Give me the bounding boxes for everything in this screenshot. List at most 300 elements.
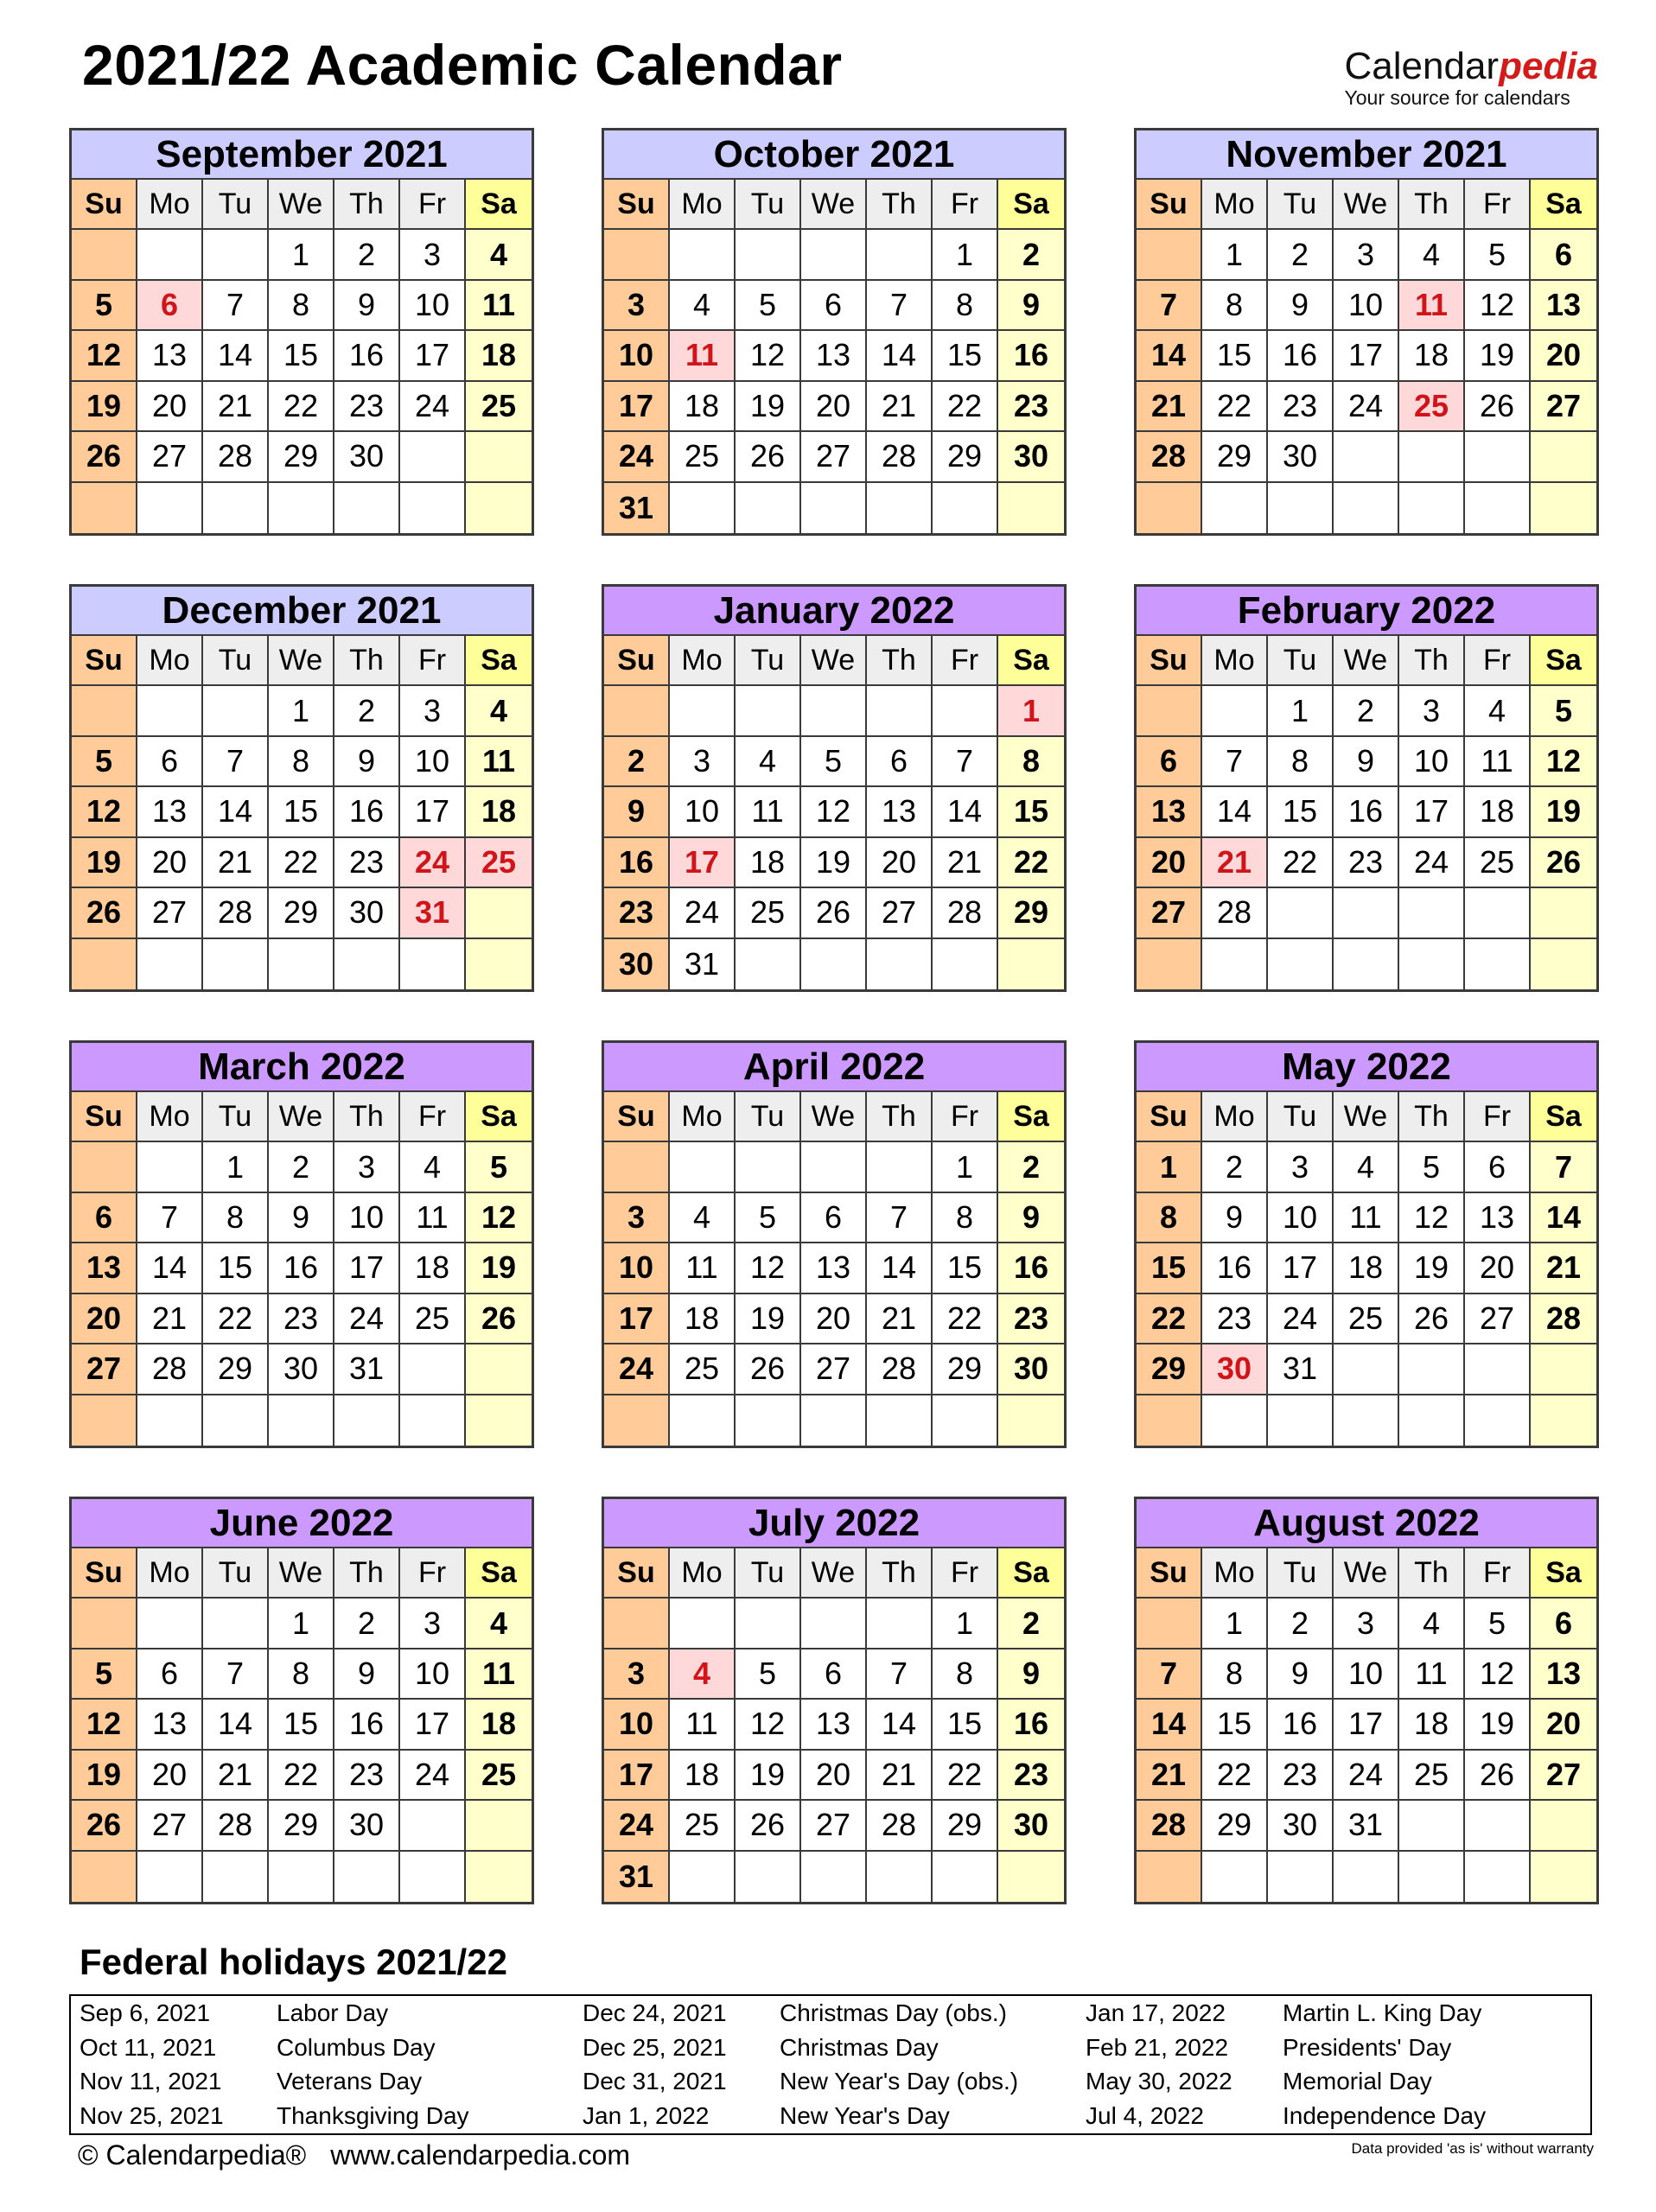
day-cell[interactable]: 25	[670, 432, 736, 482]
day-cell[interactable]: 9	[269, 1193, 334, 1243]
day-cell[interactable]: 29	[998, 888, 1064, 938]
day-cell[interactable]: 24	[1268, 1294, 1334, 1344]
footer-url[interactable]: www.calendarpedia.com	[330, 2139, 631, 2171]
day-cell[interactable]: 23	[1268, 1751, 1334, 1801]
day-cell[interactable]: 30	[998, 1801, 1064, 1851]
day-cell[interactable]: 20	[801, 1751, 867, 1801]
day-cell[interactable]: 29	[269, 888, 334, 938]
day-cell[interactable]: 11	[670, 1243, 736, 1294]
day-cell[interactable]: 28	[1137, 1801, 1202, 1851]
day-cell[interactable]: 3	[400, 686, 466, 736]
day-cell[interactable]: 22	[269, 1751, 334, 1801]
day-cell[interactable]: 20	[867, 838, 933, 888]
day-cell[interactable]: 14	[1531, 1193, 1596, 1243]
day-cell[interactable]: 12	[736, 1700, 801, 1750]
day-cell[interactable]: 19	[72, 382, 137, 432]
day-cell[interactable]: 17	[400, 1700, 466, 1750]
day-cell[interactable]: 12	[72, 331, 137, 381]
day-cell[interactable]: 23	[334, 382, 400, 432]
day-cell[interactable]: 20	[1531, 1700, 1596, 1750]
day-cell[interactable]: 13	[1465, 1193, 1531, 1243]
day-cell[interactable]: 18	[670, 382, 736, 432]
day-cell[interactable]: 17	[604, 1294, 670, 1344]
day-cell[interactable]: 7	[137, 1193, 203, 1243]
day-cell[interactable]: 18	[670, 1294, 736, 1344]
day-cell[interactable]: 14	[203, 787, 269, 837]
day-cell[interactable]: 27	[1531, 382, 1596, 432]
day-cell[interactable]: 8	[269, 1649, 334, 1700]
day-cell[interactable]: 23	[1202, 1294, 1268, 1344]
day-cell[interactable]: 1	[933, 230, 998, 280]
day-cell[interactable]: 18	[736, 838, 801, 888]
day-cell[interactable]: 3	[604, 1193, 670, 1243]
day-cell[interactable]: 31	[604, 1852, 670, 1902]
day-cell[interactable]: 15	[1202, 331, 1268, 381]
day-cell[interactable]: 7	[1531, 1142, 1596, 1192]
day-cell[interactable]: 3	[1334, 1599, 1399, 1649]
day-cell[interactable]: 7	[1202, 737, 1268, 787]
day-cell[interactable]: 27	[867, 888, 933, 938]
day-cell[interactable]: 6	[1137, 737, 1202, 787]
day-cell[interactable]: 3	[400, 1599, 466, 1649]
day-cell[interactable]: 2	[998, 1599, 1064, 1649]
day-cell[interactable]: 16	[334, 1700, 400, 1750]
day-cell[interactable]: 10	[1334, 1649, 1399, 1700]
day-cell[interactable]: 25	[1334, 1294, 1399, 1344]
day-cell[interactable]: 28	[867, 1801, 933, 1851]
day-cell[interactable]: 9	[998, 1649, 1064, 1700]
day-cell[interactable]: 29	[1202, 432, 1268, 482]
day-cell[interactable]: 18	[1399, 1700, 1465, 1750]
day-cell[interactable]: 13	[801, 1700, 867, 1750]
day-cell[interactable]: 16	[269, 1243, 334, 1294]
day-cell[interactable]: 15	[269, 331, 334, 381]
day-cell[interactable]: 6	[72, 1193, 137, 1243]
day-cell[interactable]: 24	[400, 1751, 466, 1801]
day-cell[interactable]: 22	[1137, 1294, 1202, 1344]
day-cell[interactable]: 11	[466, 281, 532, 331]
day-cell[interactable]: 28	[203, 888, 269, 938]
day-cell[interactable]: 4	[1334, 1142, 1399, 1192]
day-cell[interactable]: 30	[998, 1344, 1064, 1395]
day-cell[interactable]: 7	[203, 737, 269, 787]
day-cell[interactable]: 10	[1268, 1193, 1334, 1243]
day-cell[interactable]: 29	[269, 1801, 334, 1851]
day-cell[interactable]: 20	[137, 382, 203, 432]
day-cell[interactable]: 9	[998, 1193, 1064, 1243]
day-cell[interactable]: 5	[1399, 1142, 1465, 1192]
day-cell[interactable]: 6	[1531, 1599, 1596, 1649]
day-cell[interactable]: 14	[1202, 787, 1268, 837]
day-cell[interactable]: 11	[670, 331, 736, 381]
day-cell[interactable]: 14	[867, 331, 933, 381]
day-cell[interactable]: 5	[1465, 1599, 1531, 1649]
day-cell[interactable]: 22	[933, 382, 998, 432]
day-cell[interactable]: 9	[334, 1649, 400, 1700]
day-cell[interactable]: 25	[466, 382, 532, 432]
day-cell[interactable]: 2	[1202, 1142, 1268, 1192]
day-cell[interactable]: 27	[801, 1801, 867, 1851]
day-cell[interactable]: 2	[998, 1142, 1064, 1192]
day-cell[interactable]: 20	[801, 382, 867, 432]
day-cell[interactable]: 13	[1137, 787, 1202, 837]
day-cell[interactable]: 5	[72, 281, 137, 331]
day-cell[interactable]: 8	[998, 737, 1064, 787]
day-cell[interactable]: 19	[72, 838, 137, 888]
day-cell[interactable]: 5	[1465, 230, 1531, 280]
day-cell[interactable]: 12	[1465, 281, 1531, 331]
day-cell[interactable]: 4	[670, 1193, 736, 1243]
day-cell[interactable]: 7	[1137, 281, 1202, 331]
day-cell[interactable]: 16	[1202, 1243, 1268, 1294]
day-cell[interactable]: 19	[736, 1294, 801, 1344]
day-cell[interactable]: 21	[203, 838, 269, 888]
day-cell[interactable]: 23	[334, 838, 400, 888]
day-cell[interactable]: 4	[1399, 230, 1465, 280]
day-cell[interactable]: 3	[604, 281, 670, 331]
day-cell[interactable]: 20	[801, 1294, 867, 1344]
day-cell[interactable]: 1	[998, 686, 1064, 736]
day-cell[interactable]: 5	[466, 1142, 532, 1192]
day-cell[interactable]: 11	[736, 787, 801, 837]
day-cell[interactable]: 13	[137, 1700, 203, 1750]
day-cell[interactable]: 27	[137, 888, 203, 938]
day-cell[interactable]: 12	[466, 1193, 532, 1243]
day-cell[interactable]: 6	[801, 1649, 867, 1700]
day-cell[interactable]: 21	[867, 1294, 933, 1344]
day-cell[interactable]: 6	[1531, 230, 1596, 280]
day-cell[interactable]: 6	[137, 281, 203, 331]
day-cell[interactable]: 12	[736, 331, 801, 381]
day-cell[interactable]: 13	[137, 787, 203, 837]
day-cell[interactable]: 26	[1531, 838, 1596, 888]
day-cell[interactable]: 12	[736, 1243, 801, 1294]
day-cell[interactable]: 1	[1268, 686, 1334, 736]
day-cell[interactable]: 4	[466, 230, 532, 280]
day-cell[interactable]: 10	[604, 1700, 670, 1750]
day-cell[interactable]: 9	[1202, 1193, 1268, 1243]
day-cell[interactable]: 14	[1137, 331, 1202, 381]
day-cell[interactable]: 3	[1268, 1142, 1334, 1192]
day-cell[interactable]: 11	[400, 1193, 466, 1243]
day-cell[interactable]: 19	[801, 838, 867, 888]
day-cell[interactable]: 10	[604, 331, 670, 381]
day-cell[interactable]: 19	[1399, 1243, 1465, 1294]
day-cell[interactable]: 8	[269, 737, 334, 787]
day-cell[interactable]: 15	[1268, 787, 1334, 837]
day-cell[interactable]: 5	[72, 737, 137, 787]
day-cell[interactable]: 4	[466, 686, 532, 736]
day-cell[interactable]: 14	[933, 787, 998, 837]
day-cell[interactable]: 2	[334, 1599, 400, 1649]
day-cell[interactable]: 31	[604, 483, 670, 533]
day-cell[interactable]: 7	[1137, 1649, 1202, 1700]
day-cell[interactable]: 3	[400, 230, 466, 280]
day-cell[interactable]: 11	[1399, 1649, 1465, 1700]
day-cell[interactable]: 30	[1202, 1344, 1268, 1395]
day-cell[interactable]: 28	[933, 888, 998, 938]
day-cell[interactable]: 12	[1465, 1649, 1531, 1700]
day-cell[interactable]: 8	[1268, 737, 1334, 787]
day-cell[interactable]: 22	[1268, 838, 1334, 888]
day-cell[interactable]: 25	[1399, 382, 1465, 432]
day-cell[interactable]: 10	[670, 787, 736, 837]
day-cell[interactable]: 21	[203, 1751, 269, 1801]
day-cell[interactable]: 8	[1202, 1649, 1268, 1700]
day-cell[interactable]: 11	[466, 1649, 532, 1700]
day-cell[interactable]: 28	[1531, 1294, 1596, 1344]
day-cell[interactable]: 15	[933, 1700, 998, 1750]
day-cell[interactable]: 21	[867, 382, 933, 432]
day-cell[interactable]: 3	[1399, 686, 1465, 736]
day-cell[interactable]: 13	[137, 331, 203, 381]
day-cell[interactable]: 5	[801, 737, 867, 787]
day-cell[interactable]: 17	[604, 1751, 670, 1801]
day-cell[interactable]: 10	[604, 1243, 670, 1294]
day-cell[interactable]: 21	[1137, 1751, 1202, 1801]
day-cell[interactable]: 7	[203, 1649, 269, 1700]
day-cell[interactable]: 17	[334, 1243, 400, 1294]
day-cell[interactable]: 15	[998, 787, 1064, 837]
day-cell[interactable]: 23	[1334, 838, 1399, 888]
day-cell[interactable]: 26	[72, 888, 137, 938]
day-cell[interactable]: 12	[72, 787, 137, 837]
day-cell[interactable]: 21	[137, 1294, 203, 1344]
day-cell[interactable]: 17	[604, 382, 670, 432]
day-cell[interactable]: 15	[269, 1700, 334, 1750]
day-cell[interactable]: 7	[867, 1649, 933, 1700]
day-cell[interactable]: 29	[1137, 1344, 1202, 1395]
day-cell[interactable]: 8	[1202, 281, 1268, 331]
day-cell[interactable]: 26	[72, 432, 137, 482]
day-cell[interactable]: 30	[334, 432, 400, 482]
day-cell[interactable]: 6	[1465, 1142, 1531, 1192]
day-cell[interactable]: 29	[203, 1344, 269, 1395]
day-cell[interactable]: 16	[1268, 1700, 1334, 1750]
day-cell[interactable]: 8	[933, 281, 998, 331]
day-cell[interactable]: 26	[466, 1294, 532, 1344]
day-cell[interactable]: 14	[1137, 1700, 1202, 1750]
day-cell[interactable]: 22	[998, 838, 1064, 888]
day-cell[interactable]: 18	[1399, 331, 1465, 381]
day-cell[interactable]: 18	[1465, 787, 1531, 837]
day-cell[interactable]: 12	[801, 787, 867, 837]
day-cell[interactable]: 29	[933, 1801, 998, 1851]
day-cell[interactable]: 19	[72, 1751, 137, 1801]
day-cell[interactable]: 22	[1202, 382, 1268, 432]
day-cell[interactable]: 31	[1268, 1344, 1334, 1395]
day-cell[interactable]: 28	[867, 432, 933, 482]
day-cell[interactable]: 16	[998, 1243, 1064, 1294]
day-cell[interactable]: 6	[867, 737, 933, 787]
day-cell[interactable]: 18	[466, 1700, 532, 1750]
day-cell[interactable]: 16	[1268, 331, 1334, 381]
day-cell[interactable]: 7	[867, 281, 933, 331]
day-cell[interactable]: 25	[670, 1801, 736, 1851]
day-cell[interactable]: 24	[670, 888, 736, 938]
day-cell[interactable]: 24	[400, 382, 466, 432]
day-cell[interactable]: 2	[1268, 230, 1334, 280]
day-cell[interactable]: 21	[203, 382, 269, 432]
day-cell[interactable]: 9	[1334, 737, 1399, 787]
day-cell[interactable]: 9	[1268, 281, 1334, 331]
day-cell[interactable]: 23	[604, 888, 670, 938]
day-cell[interactable]: 21	[867, 1751, 933, 1801]
day-cell[interactable]: 15	[203, 1243, 269, 1294]
day-cell[interactable]: 21	[1531, 1243, 1596, 1294]
day-cell[interactable]: 20	[1465, 1243, 1531, 1294]
day-cell[interactable]: 9	[334, 281, 400, 331]
day-cell[interactable]: 25	[466, 838, 532, 888]
day-cell[interactable]: 12	[72, 1700, 137, 1750]
day-cell[interactable]: 15	[1137, 1243, 1202, 1294]
day-cell[interactable]: 17	[1268, 1243, 1334, 1294]
day-cell[interactable]: 28	[867, 1344, 933, 1395]
day-cell[interactable]: 22	[933, 1294, 998, 1344]
day-cell[interactable]: 23	[269, 1294, 334, 1344]
day-cell[interactable]: 3	[1334, 230, 1399, 280]
day-cell[interactable]: 24	[604, 1344, 670, 1395]
day-cell[interactable]: 3	[670, 737, 736, 787]
day-cell[interactable]: 25	[736, 888, 801, 938]
day-cell[interactable]: 4	[670, 281, 736, 331]
day-cell[interactable]: 27	[1465, 1294, 1531, 1344]
day-cell[interactable]: 8	[1137, 1193, 1202, 1243]
day-cell[interactable]: 17	[1334, 1700, 1399, 1750]
day-cell[interactable]: 5	[736, 281, 801, 331]
day-cell[interactable]: 21	[1202, 838, 1268, 888]
day-cell[interactable]: 24	[1334, 382, 1399, 432]
day-cell[interactable]: 2	[334, 686, 400, 736]
day-cell[interactable]: 16	[334, 331, 400, 381]
day-cell[interactable]: 10	[1399, 737, 1465, 787]
day-cell[interactable]: 25	[466, 1751, 532, 1801]
day-cell[interactable]: 1	[933, 1599, 998, 1649]
day-cell[interactable]: 4	[1399, 1599, 1465, 1649]
day-cell[interactable]: 30	[604, 939, 670, 989]
day-cell[interactable]: 1	[269, 230, 334, 280]
day-cell[interactable]: 15	[269, 787, 334, 837]
day-cell[interactable]: 13	[801, 1243, 867, 1294]
day-cell[interactable]: 9	[334, 737, 400, 787]
day-cell[interactable]: 23	[334, 1751, 400, 1801]
day-cell[interactable]: 10	[400, 1649, 466, 1700]
day-cell[interactable]: 8	[933, 1649, 998, 1700]
day-cell[interactable]: 19	[736, 382, 801, 432]
day-cell[interactable]: 1	[269, 686, 334, 736]
day-cell[interactable]: 25	[1399, 1751, 1465, 1801]
day-cell[interactable]: 27	[1137, 888, 1202, 938]
day-cell[interactable]: 27	[72, 1344, 137, 1395]
day-cell[interactable]: 11	[1399, 281, 1465, 331]
day-cell[interactable]: 24	[604, 1801, 670, 1851]
day-cell[interactable]: 24	[400, 838, 466, 888]
day-cell[interactable]: 14	[203, 1700, 269, 1750]
day-cell[interactable]: 7	[933, 737, 998, 787]
day-cell[interactable]: 2	[604, 737, 670, 787]
day-cell[interactable]: 24	[1334, 1751, 1399, 1801]
day-cell[interactable]: 20	[1531, 331, 1596, 381]
day-cell[interactable]: 22	[269, 838, 334, 888]
day-cell[interactable]: 14	[203, 331, 269, 381]
day-cell[interactable]: 30	[1268, 432, 1334, 482]
day-cell[interactable]: 29	[269, 432, 334, 482]
day-cell[interactable]: 4	[1465, 686, 1531, 736]
day-cell[interactable]: 31	[1334, 1801, 1399, 1851]
day-cell[interactable]: 15	[1202, 1700, 1268, 1750]
day-cell[interactable]: 14	[867, 1700, 933, 1750]
day-cell[interactable]: 30	[998, 432, 1064, 482]
day-cell[interactable]: 20	[137, 838, 203, 888]
day-cell[interactable]: 9	[604, 787, 670, 837]
day-cell[interactable]: 3	[334, 1142, 400, 1192]
day-cell[interactable]: 1	[1202, 230, 1268, 280]
day-cell[interactable]: 17	[1334, 331, 1399, 381]
day-cell[interactable]: 15	[933, 1243, 998, 1294]
day-cell[interactable]: 30	[334, 1801, 400, 1851]
day-cell[interactable]: 5	[1531, 686, 1596, 736]
day-cell[interactable]: 26	[1465, 382, 1531, 432]
day-cell[interactable]: 26	[1465, 1751, 1531, 1801]
day-cell[interactable]: 31	[670, 939, 736, 989]
day-cell[interactable]: 4	[736, 737, 801, 787]
day-cell[interactable]: 26	[1399, 1294, 1465, 1344]
day-cell[interactable]: 20	[137, 1751, 203, 1801]
day-cell[interactable]: 1	[269, 1599, 334, 1649]
day-cell[interactable]: 20	[72, 1294, 137, 1344]
day-cell[interactable]: 19	[1465, 1700, 1531, 1750]
day-cell[interactable]: 28	[203, 432, 269, 482]
day-cell[interactable]: 27	[801, 1344, 867, 1395]
day-cell[interactable]: 11	[1465, 737, 1531, 787]
day-cell[interactable]: 6	[137, 737, 203, 787]
day-cell[interactable]: 7	[867, 1193, 933, 1243]
day-cell[interactable]: 27	[137, 1801, 203, 1851]
day-cell[interactable]: 5	[736, 1649, 801, 1700]
day-cell[interactable]: 21	[1137, 382, 1202, 432]
day-cell[interactable]: 13	[1531, 1649, 1596, 1700]
day-cell[interactable]: 9	[998, 281, 1064, 331]
day-cell[interactable]: 23	[1268, 382, 1334, 432]
day-cell[interactable]: 17	[400, 331, 466, 381]
day-cell[interactable]: 24	[604, 432, 670, 482]
day-cell[interactable]: 26	[801, 888, 867, 938]
day-cell[interactable]: 22	[269, 382, 334, 432]
day-cell[interactable]: 17	[1399, 787, 1465, 837]
day-cell[interactable]: 10	[400, 281, 466, 331]
day-cell[interactable]: 1	[1202, 1599, 1268, 1649]
day-cell[interactable]: 18	[466, 787, 532, 837]
day-cell[interactable]: 5	[72, 1649, 137, 1700]
day-cell[interactable]: 24	[334, 1294, 400, 1344]
day-cell[interactable]: 21	[933, 838, 998, 888]
day-cell[interactable]: 14	[867, 1243, 933, 1294]
day-cell[interactable]: 12	[1399, 1193, 1465, 1243]
day-cell[interactable]: 18	[466, 331, 532, 381]
day-cell[interactable]: 28	[1137, 432, 1202, 482]
day-cell[interactable]: 2	[269, 1142, 334, 1192]
day-cell[interactable]: 2	[998, 230, 1064, 280]
day-cell[interactable]: 11	[1334, 1193, 1399, 1243]
day-cell[interactable]: 24	[1399, 838, 1465, 888]
day-cell[interactable]: 27	[137, 432, 203, 482]
day-cell[interactable]: 6	[801, 281, 867, 331]
day-cell[interactable]: 28	[137, 1344, 203, 1395]
day-cell[interactable]: 13	[867, 787, 933, 837]
day-cell[interactable]: 19	[466, 1243, 532, 1294]
day-cell[interactable]: 6	[801, 1193, 867, 1243]
day-cell[interactable]: 29	[1202, 1801, 1268, 1851]
